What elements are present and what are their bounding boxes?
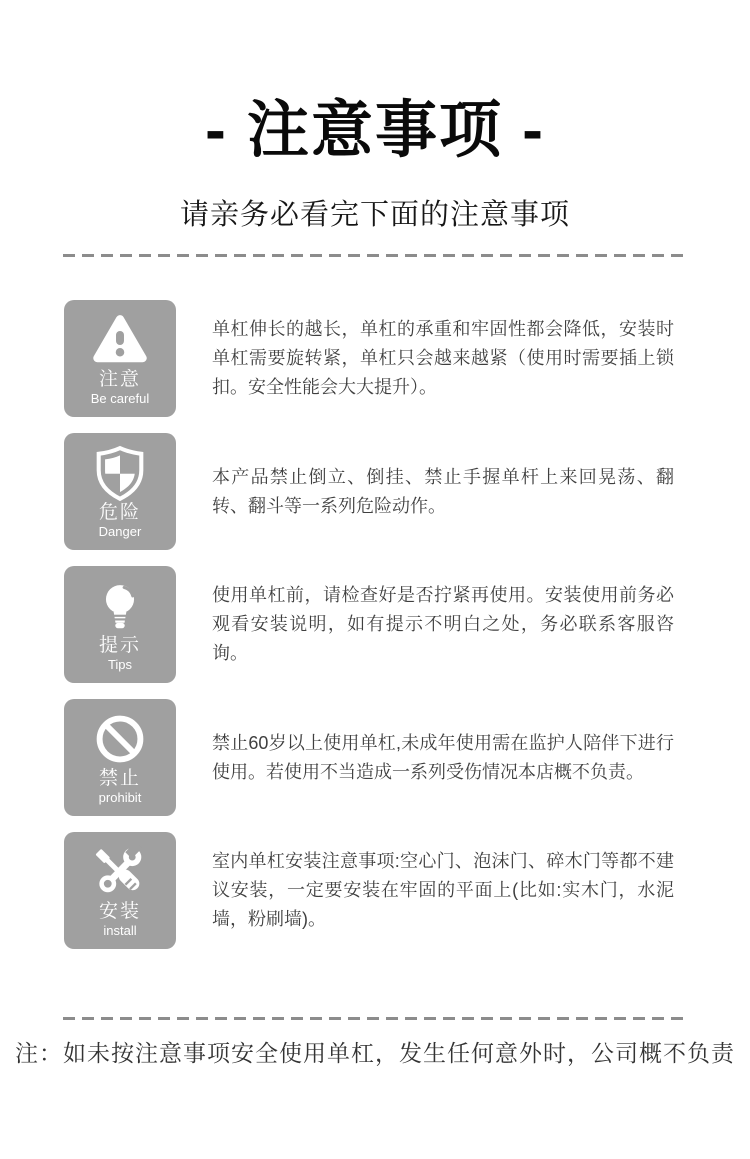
- notice-item: [64, 433, 750, 550]
- page-title: - 注意事项 -: [205, 96, 545, 165]
- footer-note: 注：如未按注意事项安全使用单杠，发生任何意外时，公司概不负责: [15, 1040, 735, 1066]
- icon-label-en: install: [103, 923, 137, 938]
- icon-label-cn: 危险: [98, 502, 141, 523]
- dashed-divider-bottom: [63, 1017, 687, 1020]
- notice-text: 室内单杠安装注意事项:空心门、泡沫门、碎木门等都不建议安装，一定要安装在牢固的平面上(比如:实木门，水泥墙，粉刷墙)。: [212, 851, 674, 929]
- dashed-divider-top: [63, 254, 687, 257]
- notice-text: 使用单杠前，请检查好是否拧紧再使用。安装使用前务必观看安装说明，如有提示不明白之处，务必联系客服咨询。: [212, 585, 674, 663]
- icon-label-cn: 提示: [98, 635, 141, 656]
- icon-label-en: prohibit: [98, 790, 142, 805]
- lightbulb-icon: [91, 577, 149, 635]
- notice-list: [0, 300, 750, 949]
- notice-text: 禁止60岁以上使用单杠,未成年使用需在监护人陪伴下进行使用。若使用不当造成一系列受伤情况本店概不负责。: [212, 732, 674, 782]
- prohibit-icon: [91, 710, 149, 768]
- icon-label-cn: 注意: [98, 369, 141, 390]
- icon-label-en: Tips: [107, 657, 133, 672]
- shield-icon: [91, 444, 149, 502]
- icon-box: [64, 300, 176, 417]
- icon-label-cn: 禁止: [98, 768, 141, 789]
- warning-triangle-icon: [91, 311, 149, 369]
- notice-text: 单杠伸长的越长，单杠的承重和牢固性都会降低，安装时单杠需要旋转紧，单杠只会越来越紧（使用时需要插上锁扣。安全性能会大大提升）。: [212, 319, 674, 397]
- icon-box: [64, 566, 176, 683]
- page-subtitle: 请亲务必看完下面的注意事项: [179, 199, 570, 231]
- notice-item: [64, 699, 750, 816]
- tools-icon: [91, 843, 149, 901]
- notice-item: [64, 566, 750, 683]
- icon-box: [64, 699, 176, 816]
- icon-label-en: Danger: [98, 524, 142, 539]
- notice-text: 本产品禁止倒立、倒挂、禁止手握单杆上来回晃荡、翻转、翻斗等一系列危险动作。: [212, 466, 674, 516]
- icon-label-cn: 安装: [98, 901, 141, 922]
- icon-box: [64, 832, 176, 949]
- notice-item: [64, 300, 750, 417]
- icon-box: [64, 433, 176, 550]
- notice-item: [64, 832, 750, 949]
- icon-label-en: Be careful: [90, 391, 150, 406]
